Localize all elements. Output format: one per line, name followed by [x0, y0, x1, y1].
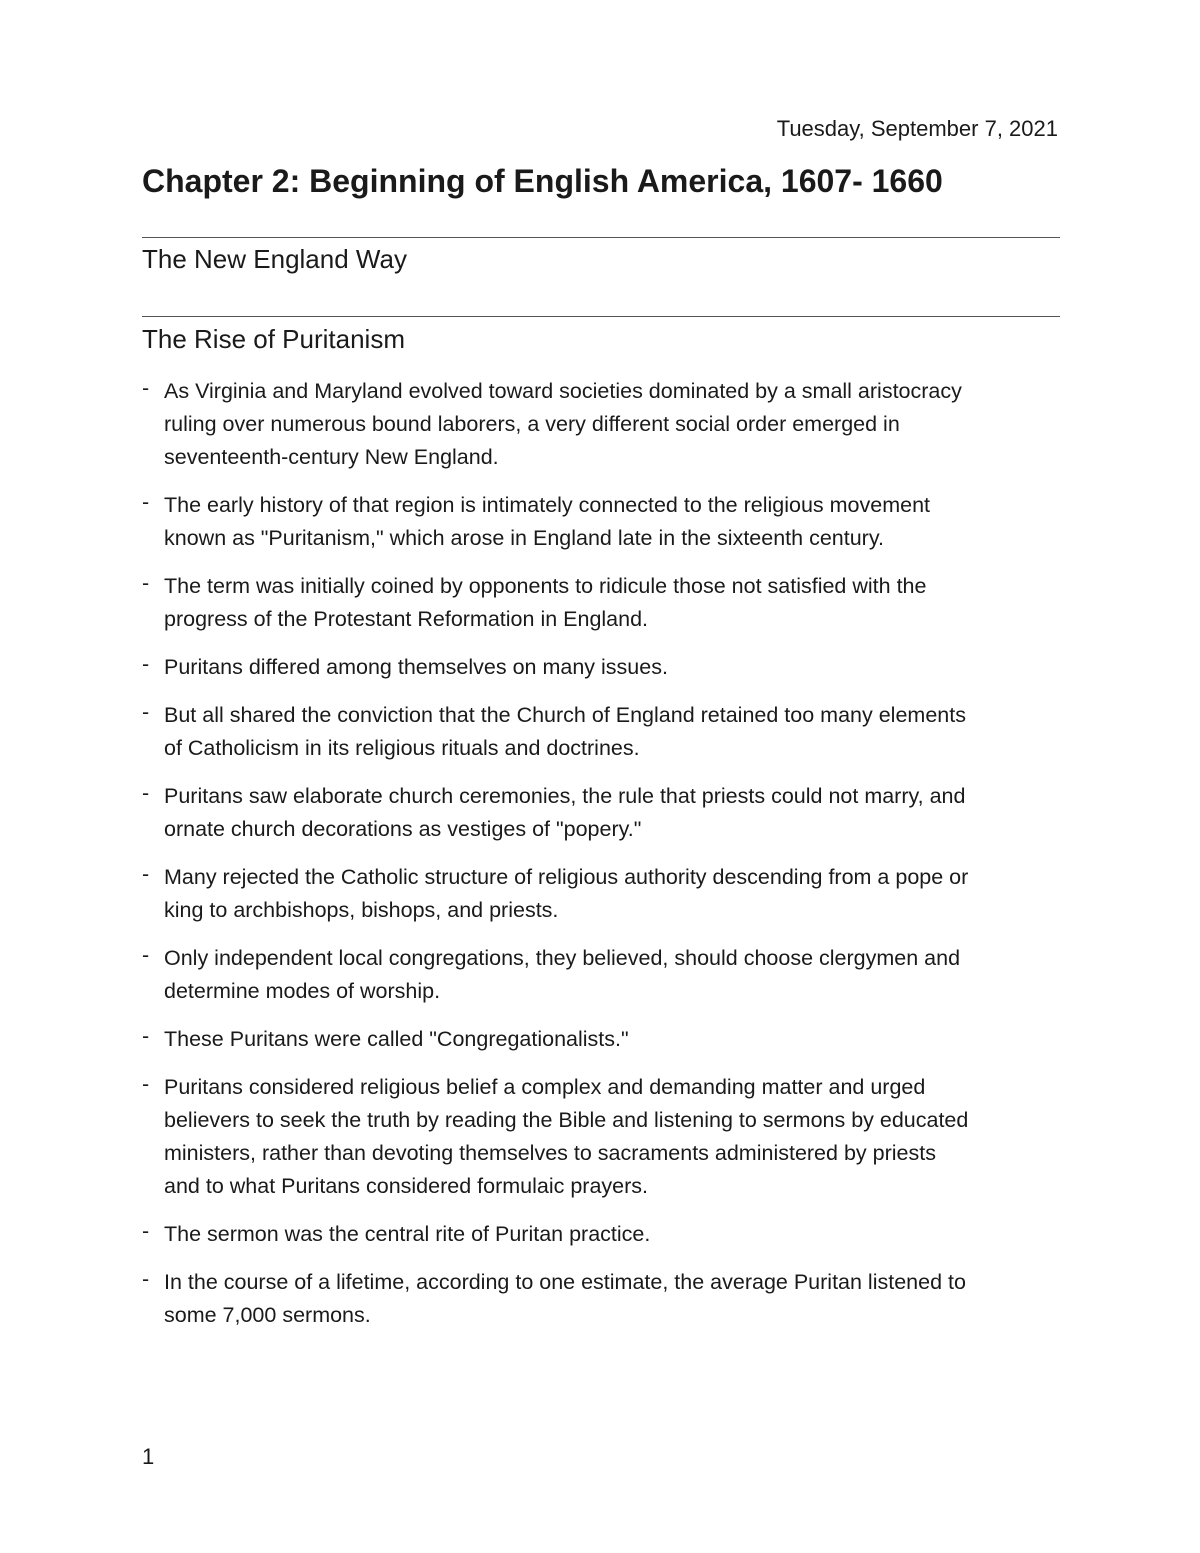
bullet-dash: -: [142, 862, 150, 886]
bullet-text-line: seventeenth-century New England.: [164, 445, 499, 469]
bullet-dash: -: [142, 376, 150, 400]
bullet-text-line: king to archbishops, bishops, and priests.: [164, 898, 559, 922]
subsection-heading: The Rise of Puritanism: [142, 324, 405, 354]
bullet-dash: -: [142, 781, 150, 805]
bullet-text-line: ornate church decorations as vestiges of "popery.": [164, 817, 642, 841]
chapter-title: Chapter 2: Beginning of English America, 1607- 1660: [142, 163, 943, 199]
bullet-text-line: known as "Puritanism," which arose in England late in the sixteenth century.: [164, 526, 884, 550]
bullet-dash: -: [142, 1024, 150, 1048]
bullet-text-line: ruling over numerous bound laborers, a very different social order emerged in: [164, 412, 900, 436]
list-item: [142, 780, 1072, 846]
list-item: [142, 1071, 1072, 1203]
bullet-dash: -: [142, 943, 150, 967]
bullet-text-line: These Puritans were called "Congregationalists.": [164, 1027, 629, 1051]
list-item: [142, 489, 1072, 555]
list-item: [142, 942, 1072, 1008]
section-heading: The New England Way: [142, 244, 407, 274]
bullet-text-line: The sermon was the central rite of Puritan practice.: [164, 1222, 651, 1246]
document-date: Tuesday, September 7, 2021: [776, 116, 1058, 141]
list-item: [142, 1218, 1072, 1251]
bullet-text-line: Puritans differed among themselves on many issues.: [164, 655, 668, 679]
bullet-text-line: Many rejected the Catholic structure of religious authority descending from a pope or: [164, 865, 969, 889]
list-item: [142, 1266, 1072, 1332]
bullet-text-line: and to what Puritans considered formulaic prayers.: [164, 1174, 648, 1198]
bullet-dash: -: [142, 1072, 150, 1096]
bullet-text-line: believers to seek the truth by reading the Bible and listening to sermons by educated: [164, 1108, 969, 1132]
bullet-list: [142, 375, 1072, 1347]
bullet-text-line: ministers, rather than devoting themselves to sacraments administered by priests: [164, 1141, 936, 1165]
divider: [142, 316, 1060, 317]
list-item: [142, 699, 1072, 765]
bullet-dash: -: [142, 652, 150, 676]
bullet-text-line: Puritans considered religious belief a complex and demanding matter and urged: [164, 1075, 926, 1099]
list-item: [142, 570, 1072, 636]
bullet-text-line: But all shared the conviction that the Church of England retained too many elements: [164, 703, 966, 727]
divider: [142, 237, 1060, 238]
bullet-text-line: The term was initially coined by opponents to ridicule those not satisfied with the: [164, 574, 927, 598]
bullet-text-line: Puritans saw elaborate church ceremonies, the rule that priests could not marry, and: [164, 784, 966, 808]
bullet-dash: -: [142, 700, 150, 724]
list-item: [142, 651, 1072, 684]
bullet-dash: -: [142, 571, 150, 595]
bullet-text-line: The early history of that region is intimately connected to the religious movement: [164, 493, 931, 517]
bullet-text-line: of Catholicism in its religious rituals and doctrines.: [164, 736, 640, 760]
bullet-text-line: As Virginia and Maryland evolved toward societies dominated by a small aristocracy: [164, 379, 962, 403]
list-item: [142, 861, 1072, 927]
list-item: [142, 1023, 1072, 1056]
bullet-dash: -: [142, 490, 150, 514]
bullet-dash: -: [142, 1219, 150, 1243]
bullet-text-line: In the course of a lifetime, according to one estimate, the average Puritan listened to: [164, 1270, 966, 1294]
page-number: 1: [142, 1444, 155, 1469]
bullet-text-line: progress of the Protestant Reformation in England.: [164, 607, 649, 631]
bullet-dash: -: [142, 1267, 150, 1291]
bullet-text-line: Only independent local congregations, they believed, should choose clergymen and: [164, 946, 961, 970]
bullet-text-line: some 7,000 sermons.: [164, 1303, 371, 1327]
bullet-text-line: determine modes of worship.: [164, 979, 441, 1003]
list-item: [142, 375, 1072, 474]
